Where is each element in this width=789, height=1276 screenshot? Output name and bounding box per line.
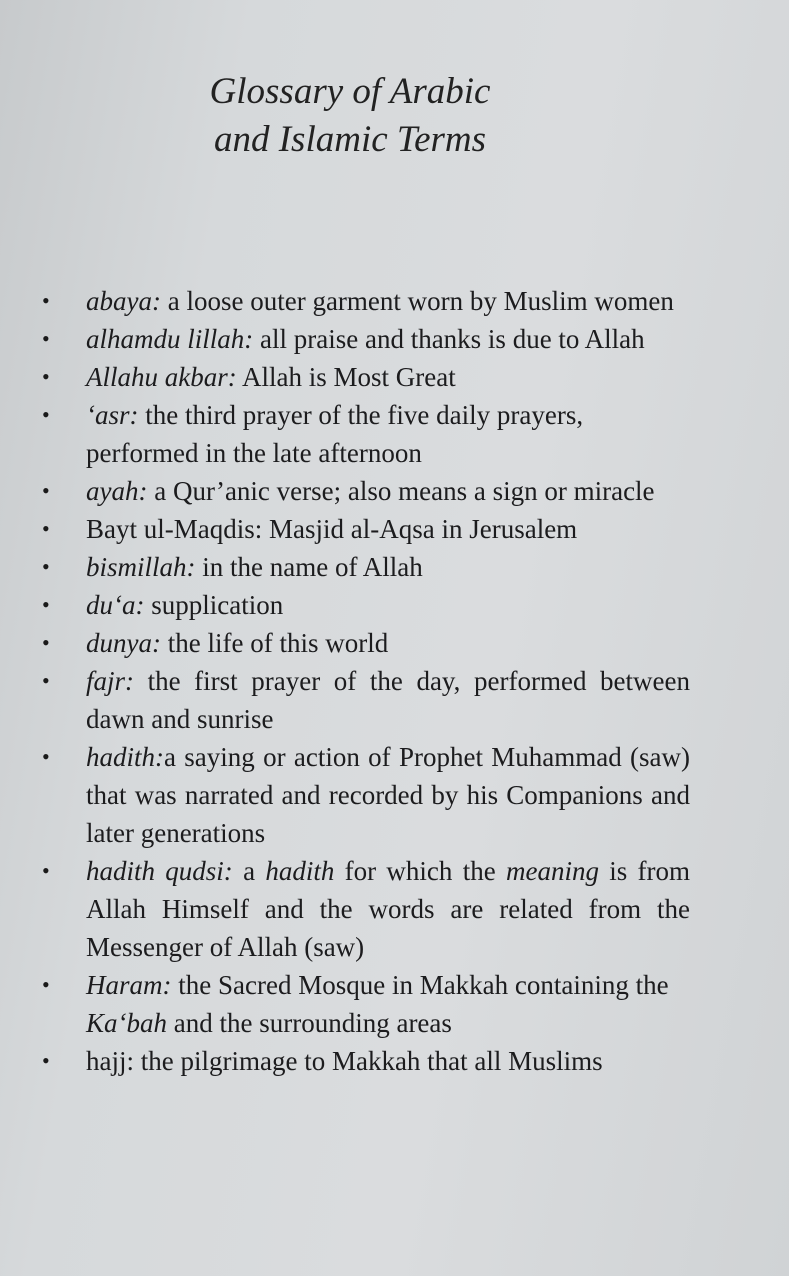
term: Haram:	[86, 970, 172, 1000]
definition: Masjid al-Aqsa in Jerusalem	[262, 514, 578, 544]
bullet: •	[42, 972, 50, 997]
term: hadith qudsi:	[86, 856, 233, 886]
definition: all praise and thanks is due to Allah	[253, 324, 645, 354]
definition: the first prayer of the day, performed between dawn and sunrise	[86, 666, 690, 734]
definition-emphasis: Ka‘bah	[86, 1008, 167, 1038]
glossary-entry-allahu-akbar	[40, 358, 690, 396]
bullet: •	[42, 478, 50, 503]
bullet: •	[42, 554, 50, 579]
bullet: •	[42, 288, 50, 313]
glossary-entry-haram	[40, 966, 690, 1042]
term: du‘a:	[86, 590, 145, 620]
page-title	[150, 68, 550, 164]
term: ‘asr:	[86, 400, 139, 430]
glossary-entry-hadith-qudsi	[40, 852, 690, 966]
definition-part: the Sacred Mosque in Makkah containing the	[171, 970, 669, 1000]
definition: supplication	[144, 590, 284, 620]
term: abaya:	[86, 286, 161, 316]
glossary-entry-alhamdu-lillah	[40, 320, 690, 358]
bullet: •	[42, 668, 50, 693]
definition: a saying or action of Prophet Muhammad (saw) that was narrated and recorded by his Companions and later generations	[86, 742, 690, 848]
definition-emphasis: meaning	[505, 856, 599, 886]
term: dunya:	[86, 628, 161, 658]
definition-part: is from Allah Himself and the words are related from the Messenger of Allah (saw)	[86, 856, 691, 962]
bullet: •	[42, 1048, 50, 1073]
glossary-entry-bayt-ul-maqdis	[40, 510, 690, 548]
term: alhamdu lillah:	[86, 324, 254, 354]
glossary-list	[40, 282, 690, 1080]
bullet: •	[42, 592, 50, 617]
bullet: •	[42, 364, 50, 389]
bullet: •	[42, 516, 50, 541]
title-line-1: Glossary of Arabic	[209, 71, 491, 112]
bullet: •	[42, 630, 50, 655]
definition-emphasis: hadith	[265, 856, 335, 886]
definition: the third prayer of the five daily prayers, performed in the late afternoon	[86, 400, 584, 468]
term: hadith:	[86, 742, 164, 772]
title-line-2: and Islamic Terms	[213, 119, 487, 160]
bullet: •	[42, 402, 50, 427]
glossary-entry-fajr	[40, 662, 690, 738]
definition: in the name of Allah	[195, 552, 423, 582]
term: hajj:	[86, 1046, 134, 1076]
definition: Allah is Most Great	[236, 362, 456, 392]
term: ayah:	[86, 476, 148, 506]
term: Bayt ul-Maqdis:	[86, 514, 263, 544]
definition: a loose outer garment worn by Muslim women	[160, 286, 674, 316]
bullet: •	[42, 858, 50, 883]
term: Allahu akbar:	[86, 362, 237, 392]
bullet: •	[42, 744, 50, 769]
definition: the pilgrimage to Makkah that all Muslims	[134, 1046, 603, 1076]
bullet: •	[42, 326, 50, 351]
glossary-entry-dunya	[40, 624, 690, 662]
definition-part: and the surrounding areas	[167, 1008, 452, 1038]
glossary-entry-asr	[40, 396, 690, 472]
glossary-entry-bismillah	[40, 548, 690, 586]
glossary-entry-dua	[40, 586, 690, 624]
definition: the life of this world	[160, 628, 389, 658]
glossary-entry-hadith	[40, 738, 690, 852]
glossary-entry-abaya	[40, 282, 690, 320]
glossary-entry-ayah	[40, 472, 690, 510]
term: bismillah:	[86, 552, 196, 582]
definition: a Qur’anic verse; also means a sign or miracle	[147, 476, 655, 506]
definition-part: a	[232, 856, 266, 886]
term: fajr:	[86, 666, 135, 696]
definition-part: for which the	[334, 856, 506, 886]
glossary-entry-hajj	[40, 1042, 690, 1080]
